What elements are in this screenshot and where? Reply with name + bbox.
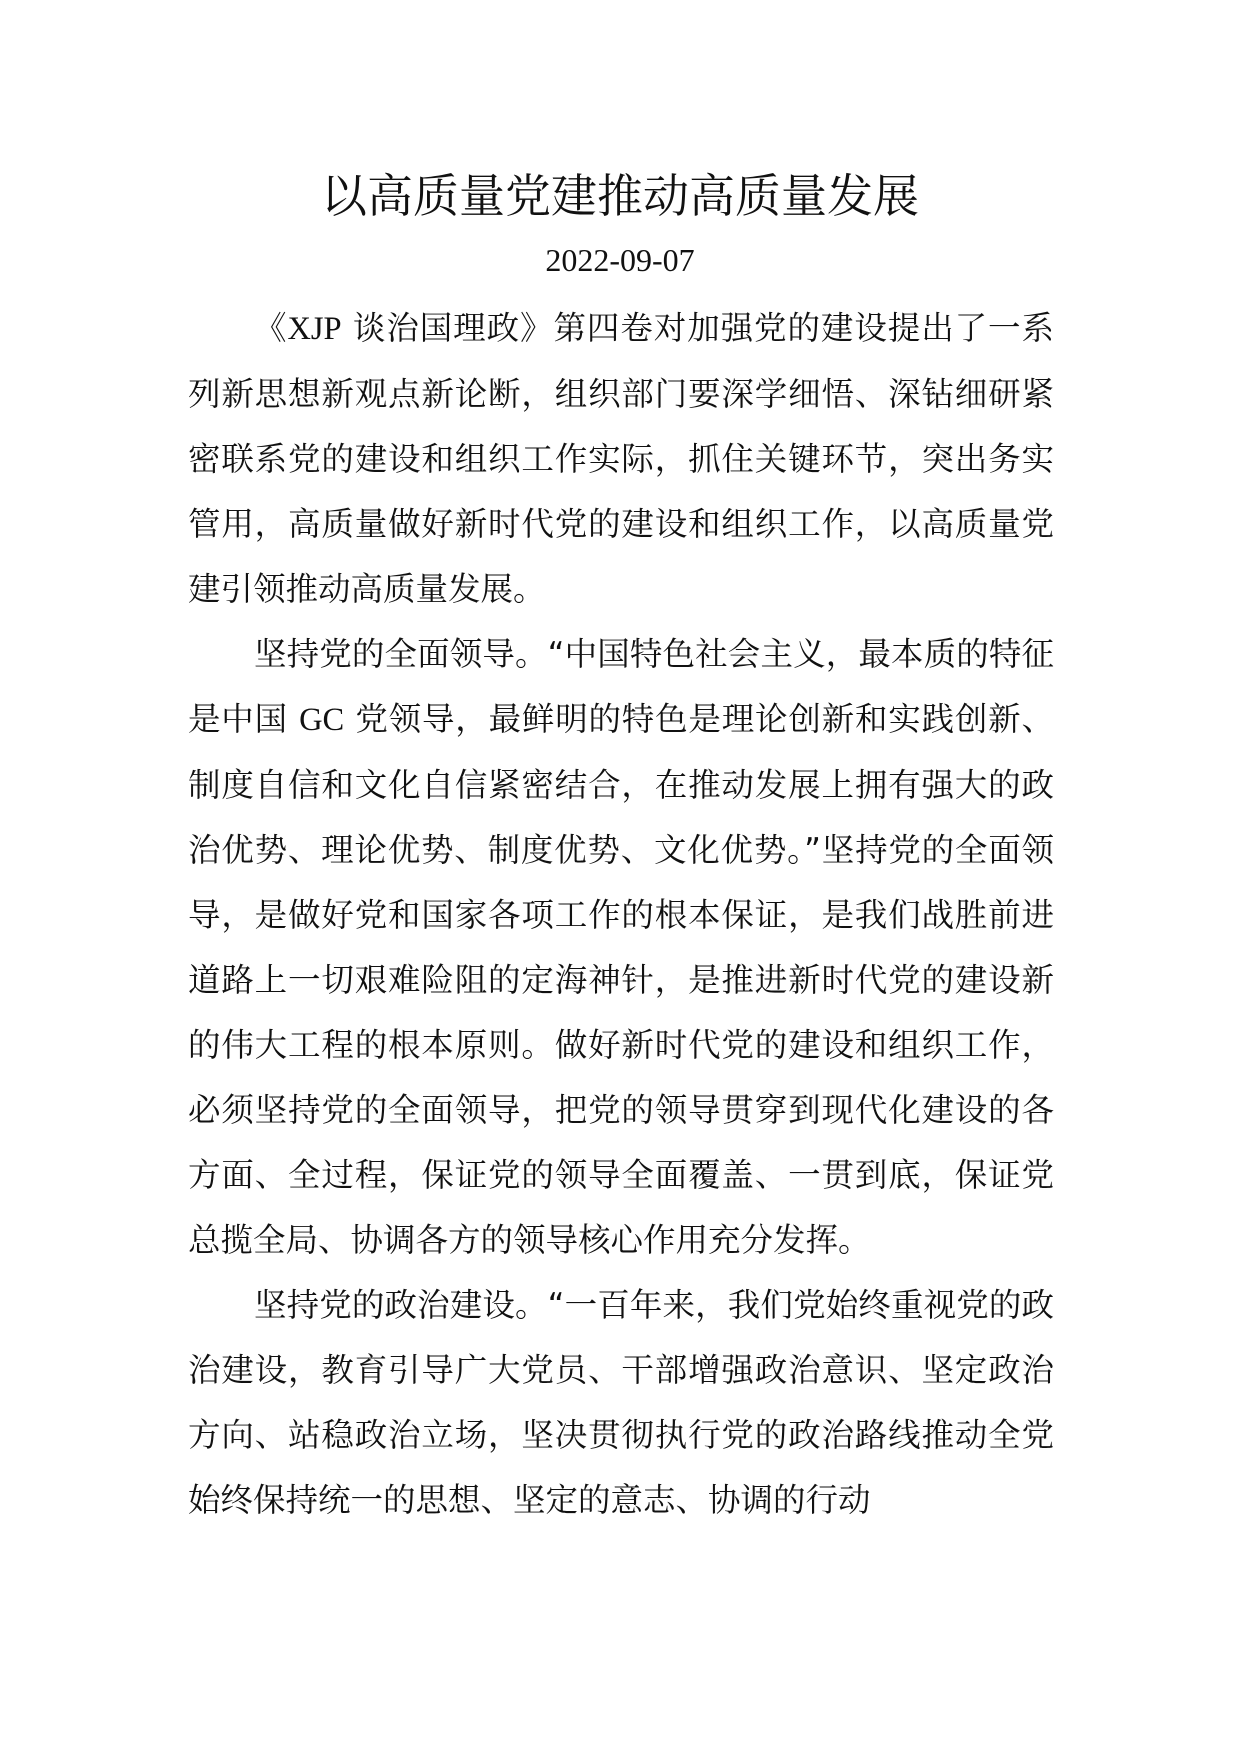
document-body (188, 296, 1054, 1534)
paragraph-latin-text: XJP (287, 311, 342, 347)
paragraph-text: 党领导，最鲜明的特色是理论创新和实践创新、制度自信和文化自信紧密结合，在推动发展上拥有强大的政治优势、理论优势、制度优势、文化优势。”坚持党的全面领导，是做好党和国家各项工作的根本保证，是我们战胜前进道路上一切艰难险阻的定海神针，是推进新时代党的建设新的伟大工程的根本原则。做好新时代党的建设和组织工作，必须坚持党的全面领导，把党的领导贯穿到现代化建设的各方面、全过程，保证党的领导全面覆盖、一贯到底，保证党总揽全局、协调各方的领导核心作用充分发挥。 (188, 700, 1054, 1259)
paragraph-political-building (188, 1273, 1054, 1534)
paragraph-text: 谈治国理政》第四卷对加强党的建设提出了一系列新思想新观点新论断，组织部门要深学细悟、深钻细研紧密联系党的建设和组织工作实际，抓住关键环节，突出务实管用，高质量做好新时代党的建设和组织工作，以高质量党建引领推动高质量发展。 (188, 309, 1054, 608)
paragraph-leadership (188, 622, 1054, 1273)
paragraph-text: 坚持党的政治建设。“一百年来，我们党始终重视党的政治建设，教育引导广大党员、干部增强政治意识、坚定政治方向、站稳政治立场，坚决贯彻执行党的政治路线推动全党始终保持统一的思想、坚定的意志、协调的行动 (188, 1286, 1054, 1519)
paragraph-text: 坚持党的全面领导。“中国特色社会主义，最本质的特征是中国 (188, 635, 1054, 738)
paragraph-intro (188, 296, 1054, 622)
document-date: 2022-09-07 (545, 242, 695, 278)
paragraph-text: 《 (254, 309, 288, 347)
paragraph-latin-text: GC (299, 702, 345, 738)
document-title: 以高质量党建推动高质量发展 (321, 169, 919, 223)
